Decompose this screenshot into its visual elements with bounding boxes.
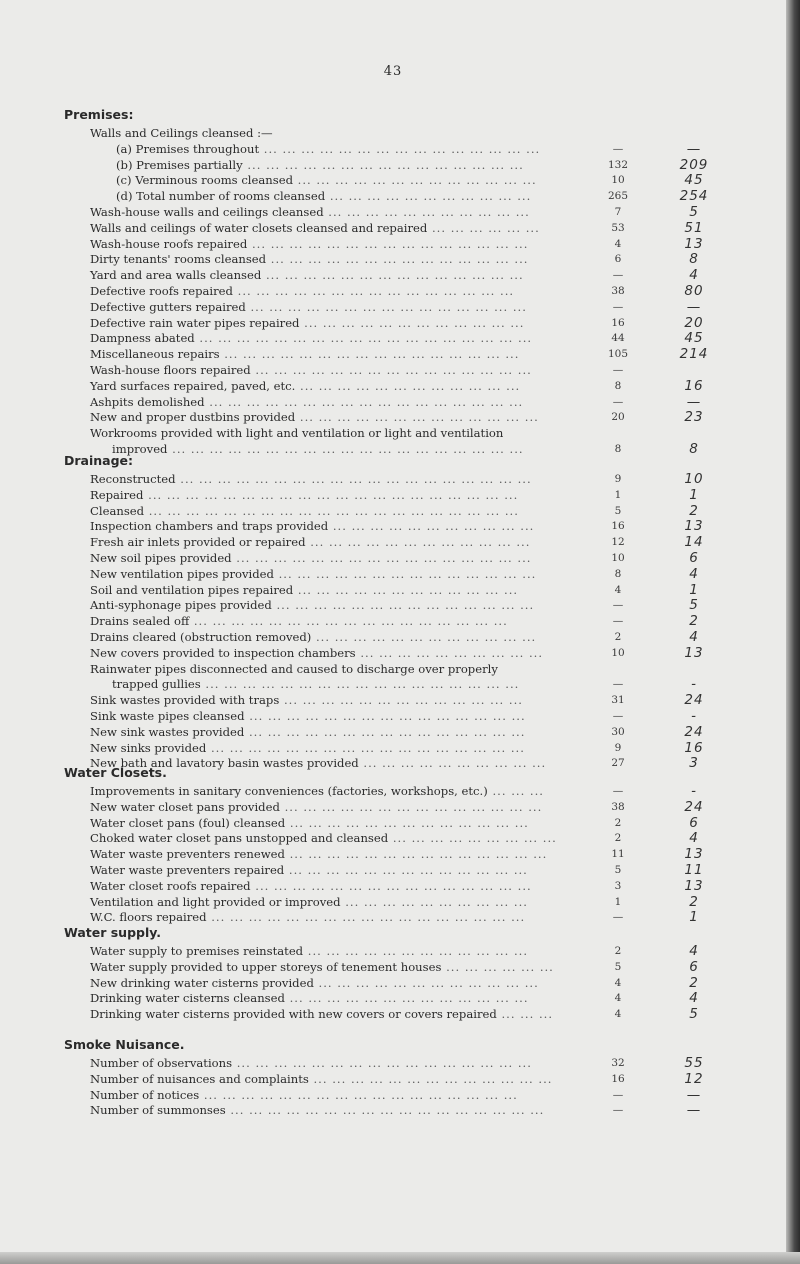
table-row: [64, 426, 664, 442]
row-label: Yard surfaces repaired, paved, etc. ... ... ... ... ... ... ... ... ... ... ... ...: [90, 378, 521, 393]
value-current-year: 2: [689, 893, 699, 910]
row-label: New and proper dustbins provided ... ... ... ... ... ... ... ... ... ... ... ... ...: [90, 410, 539, 425]
table-row: [64, 409, 704, 426]
value-previous-year: 20: [611, 411, 625, 424]
dot-leader: ... ... ... ... ... ... ... ... ... ... ... ... ... ... ... ... ... ... ... ...: [144, 503, 519, 518]
value-previous-year: 10: [611, 646, 625, 659]
value-previous-year: —: [612, 300, 624, 313]
value-current-year: 13: [684, 846, 704, 863]
row-label: New drinking water cisterns provided ... ... ... ... ... ... ... ... ... ... ... ...: [90, 975, 539, 990]
value-previous-year: 4: [614, 583, 622, 596]
value-previous-year: 4: [614, 976, 622, 989]
dot-leader: ... ... ... ... ... ... ... ... ... ... ... ... ... ... ...: [244, 708, 526, 723]
page-number: 43: [383, 64, 403, 79]
dot-leader: ... ... ... ... ... ... ... ... ... ... ...: [323, 204, 530, 219]
row-label: Inspection chambers and traps provided ... ... ... ... ... ... ... ... ... ... ...: [90, 519, 535, 534]
value-current-year: 209: [679, 156, 709, 173]
value-current-year: —: [686, 140, 702, 157]
value-current-year: 13: [684, 235, 704, 252]
section-smoke-nuisance: [64, 1036, 704, 1119]
row-label: Number of observations ... ... ... ... ... ... ... ... ... ... ... ... ... ... ... ...: [90, 1056, 532, 1070]
value-previous-year: 16: [611, 316, 625, 329]
dot-leader: ... ... ... ... ... ... ... ... ... ... ... ... ... ... ... ... ...: [206, 910, 526, 925]
dot-leader: ... ... ... ... ... ... ... ... ... ... ... ... ...: [285, 815, 529, 830]
row-label: (d) Total number of rooms cleansed ... ... ... ... ... ... ... ... ... ... ...: [116, 189, 532, 204]
table-row: [64, 943, 699, 960]
dot-leader: ... ... ... ... ... ... ... ... ... ... ... ... ...: [295, 410, 539, 425]
value-previous-year: —: [612, 1088, 624, 1101]
row-label: Drains sealed off ... ... ... ... ... ... ... ... ... ... ... ... ... ... ... ... ...: [90, 614, 508, 629]
dot-leader: ... ... ... ... ... ... ... ... ... ... ... ... ... ...: [284, 847, 548, 862]
dot-leader: ... ... ... ... ... ...: [441, 959, 554, 974]
dot-leader: ... ... ...: [487, 784, 544, 798]
row-label: Anti-syphonage pipes provided ... ... ... ... ... ... ... ... ... ... ... ... ... ...: [90, 598, 535, 613]
row-label: Wash-house walls and ceilings cleansed ... ... ... ... ... ... ... ... ... ... ...: [90, 204, 530, 219]
dot-leader: ... ... ... ... ... ... ... ... ... ... ... ... ... ... ... ... ...: [189, 614, 508, 629]
row-label: Water supply provided to upper storeys of tenement houses ... ... ... ... ... ...: [90, 959, 554, 974]
value-previous-year: 38: [611, 800, 625, 813]
value-previous-year: 3: [614, 879, 622, 892]
value-current-year: 20: [684, 314, 704, 331]
row-label: New ventilation pipes provided ... ... ... ... ... ... ... ... ... ... ... ... ... ...: [90, 566, 537, 581]
value-previous-year: 1: [614, 895, 622, 908]
row-label: Water closet pans (foul) cleansed ... ... ... ... ... ... ... ... ... ... ... ... ...: [90, 815, 529, 830]
value-previous-year: 2: [614, 630, 622, 643]
dot-leader: ... ... ... ... ... ... ... ... ... ... ... ... ...: [284, 862, 528, 877]
value-current-year: 11: [684, 861, 704, 878]
row-label: Defective roofs repaired ... ... ... ... ... ... ... ... ... ... ... ... ... ... ...: [90, 283, 515, 298]
value-previous-year: 1: [614, 488, 622, 501]
value-previous-year: 9: [614, 741, 622, 754]
value-current-year: 16: [684, 739, 704, 756]
table-row: [64, 1086, 702, 1104]
dot-leader: ... ... ... ... ... ...: [427, 220, 540, 235]
value-current-year: 23: [684, 409, 704, 426]
table-row: [64, 861, 704, 879]
dot-leader: ... ... ... ... ... ... ... ... ... ... ... ... ... ... ... ... ... ...: [194, 331, 533, 346]
dot-leader: ... ... ... ... ... ... ... ... ... ... ... ... ... ... ...: [247, 236, 529, 251]
value-previous-year: 5: [614, 960, 622, 973]
value-current-year: 45: [684, 330, 704, 347]
value-previous-year: —: [612, 709, 624, 722]
dot-leader: ... ... ... ... ... ... ... ... ... ... ... ... ... ... ...: [250, 362, 532, 377]
table-row: [64, 597, 699, 614]
row-label: New covers provided to inspection chambers ... ... ... ... ... ... ... ... ... ...: [90, 645, 544, 660]
table-row: [64, 172, 704, 189]
value-current-year: 13: [684, 518, 704, 535]
row-label: Walls and Ceilings cleansed :—: [90, 126, 273, 140]
value-previous-year: 9: [614, 473, 622, 485]
value-current-year: 5: [689, 1006, 699, 1023]
dot-leader: ... ... ... ... ... ... ... ... ... ... ... ... ... ...: [266, 252, 529, 267]
row-label: Rainwater pipes disconnected and caused to discharge over properly: [90, 661, 498, 676]
row-label: New sinks provided ... ... ... ... ... ... ... ... ... ... ... ... ... ... ... ... ...: [90, 740, 525, 755]
dot-leader: ... ... ... ... ... ... ... ... ... ... ... ... ... ... ... ... ... ... ... ...: [143, 487, 519, 502]
value-current-year: 5: [689, 203, 699, 220]
value-current-year: 4: [689, 990, 699, 1007]
table-row: [64, 267, 699, 284]
value-current-year: 24: [684, 798, 704, 815]
row-label: Dampness abated ... ... ... ... ... ... ... ... ... ... ... ... ... ... ... ... ... ...: [90, 331, 533, 346]
table-row: [64, 613, 699, 630]
table-row: [64, 662, 664, 678]
value-current-year: 55: [684, 1055, 704, 1071]
dot-leader: ... ... ... ... ... ... ... ... ... ... ... ... ...: [293, 173, 537, 188]
dot-leader: ... ... ... ... ... ... ... ... ... ... ... ... ...: [279, 693, 523, 708]
row-label: Workrooms provided with light and ventilation or light and ventilation: [90, 426, 504, 441]
table-row: [64, 877, 704, 895]
row-label: Sink waste pipes cleansed ... ... ... ... ... ... ... ... ... ... ... ... ... ... ...: [90, 708, 526, 723]
table-row: [64, 502, 699, 520]
dot-leader: ... ... ... ... ... ... ... ... ... ... ... ... ...: [284, 991, 529, 1006]
value-previous-year: 4: [614, 1008, 622, 1021]
value-current-year: -: [691, 676, 697, 693]
row-label: Dirty tenants' rooms cleansed ... ... ... ... ... ... ... ... ... ... ... ... ... ...: [90, 252, 529, 267]
table-row: [64, 1070, 704, 1088]
table-row: [64, 140, 702, 158]
dot-leader: ... ... ... ... ... ... ... ... ... ... ... ...: [303, 944, 529, 958]
section-title-water-supply: Water supply.: [64, 925, 162, 940]
value-previous-year: 4: [614, 992, 622, 1005]
dot-leader: ... ... ...: [496, 1007, 554, 1022]
value-current-year: 2: [689, 974, 699, 991]
value-current-year: 4: [689, 267, 699, 284]
value-current-year: 10: [684, 471, 704, 487]
table-row: [64, 783, 697, 800]
dot-leader: ... ... ... ... ... ... ... ... ... ... ... ... ... ... ...: [232, 283, 515, 298]
value-previous-year: 132: [607, 158, 629, 171]
row-label: Improvements in sanitary conveniences (factories, workshops, etc.) ... ... ...: [90, 784, 544, 798]
row-label: Ventilation and light provided or improved ... ... ... ... ... ... ... ... ... ...: [90, 894, 528, 909]
value-previous-year: 8: [614, 442, 622, 455]
dot-leader: ... ... ... ... ... ... ... ... ... ... ... ... ... ...: [279, 799, 543, 814]
value-current-year: 80: [684, 282, 704, 299]
row-label: Drinking water cisterns cleansed ... ... ... ... ... ... ... ... ... ... ... ... ...: [90, 991, 529, 1006]
value-current-year: 12: [684, 1070, 704, 1087]
value-current-year: 3: [689, 755, 699, 772]
row-label: Miscellaneous repairs ... ... ... ... ... ... ... ... ... ... ... ... ... ... ... ...: [90, 347, 520, 362]
dot-leader: ... ... ... ... ... ... ... ... ... ... ... ... ... ... ... ... ...: [204, 394, 524, 409]
dot-leader: ... ... ... ... ... ... ... ... ... ... ... ... ... ... ... ... ... ... ...: [175, 472, 532, 486]
value-current-year: -: [691, 707, 697, 724]
value-current-year: -: [691, 783, 697, 799]
row-label: Number of notices ... ... ... ... ... ... ... ... ... ... ... ... ... ... ... ... ...: [90, 1087, 518, 1102]
value-current-year: 1: [689, 581, 699, 598]
row-label: W.C. floors repaired ... ... ... ... ... ... ... ... ... ... ... ... ... ... ... ... ...: [90, 910, 526, 925]
value-current-year: 13: [684, 877, 704, 894]
table-row: [64, 486, 699, 504]
row-label: Number of nuisances and complaints ... ... ... ... ... ... ... ... ... ... ... ... ...: [90, 1071, 553, 1086]
value-current-year: 1: [689, 486, 699, 503]
section-title-water-closets: Water Closets.: [64, 765, 167, 780]
section-title-smoke-nuisance: Smoke Nuisance.: [64, 1037, 185, 1052]
row-label: Soil and ventilation pipes repaired ... ... ... ... ... ... ... ... ... ... ... ...: [90, 582, 519, 597]
value-previous-year: 2: [614, 945, 622, 957]
table-row: [64, 739, 704, 757]
page-edge-bottom: [0, 1252, 800, 1264]
table-row: [64, 644, 704, 662]
dot-leader: ... ... ... ... ... ... ... ... ... ... ... ... ... ... ...: [245, 299, 527, 314]
dot-leader: ... ... ... ... ... ... ... ... ... ... ...: [328, 519, 535, 534]
table-row: [64, 188, 709, 205]
value-previous-year: —: [612, 599, 624, 612]
value-current-year: 4: [689, 628, 699, 645]
dot-leader: ... ... ... ... ... ... ... ... ... ... ... ... ...: [308, 1071, 553, 1086]
value-current-year: 2: [689, 502, 699, 519]
table-row: [64, 298, 702, 316]
value-previous-year: 38: [611, 284, 625, 297]
value-current-year: 1: [689, 909, 699, 926]
value-current-year: 4: [689, 830, 699, 847]
value-current-year: 45: [684, 172, 704, 189]
dot-leader: ... ... ... ... ... ... ... ... ... ... ... ... ... ... ... ...: [219, 347, 520, 362]
row-label: Drains cleared (obstruction removed) ... ... ... ... ... ... ... ... ... ... ... ...: [90, 629, 537, 644]
table-row: [64, 346, 709, 363]
section-title-premises: Premises:: [64, 107, 134, 122]
row-label: Reconstructed ... ... ... ... ... ... ... ... ... ... ... ... ... ... ... ... ... ... ...: [90, 472, 532, 486]
table-row: [64, 518, 704, 535]
table-row: [64, 830, 699, 847]
value-current-year: 6: [689, 814, 699, 831]
value-previous-year: 10: [611, 174, 625, 187]
dot-leader: ... ... ... ... ... ... ... ... ... ... ... ... ... ... ... ...: [232, 1056, 532, 1070]
row-label: New water closet pans provided ... ... ... ... ... ... ... ... ... ... ... ... ... ...: [90, 799, 543, 814]
value-current-year: 14: [684, 534, 704, 551]
value-previous-year: 32: [611, 1057, 625, 1069]
value-previous-year: 11: [611, 848, 625, 861]
row-label: Water waste preventers renewed ... ... ... ... ... ... ... ... ... ... ... ... ... ...: [90, 847, 548, 862]
value-previous-year: —: [612, 142, 624, 155]
dot-leader: ... ... ... ... ... ... ... ... ... ... ... ...: [299, 315, 525, 330]
table-row: [64, 723, 704, 741]
table-row: [64, 628, 699, 646]
value-current-year: —: [686, 393, 702, 410]
table-row: [64, 471, 704, 488]
value-current-year: 24: [684, 723, 704, 740]
row-label: Yard and area walls cleansed ... ... ... ... ... ... ... ... ... ... ... ... ... ...: [90, 268, 524, 283]
row-label: Ashpits demolished ... ... ... ... ... ... ... ... ... ... ... ... ... ... ... ... ...: [90, 394, 524, 409]
row-label: New sink wastes provided ... ... ... ... ... ... ... ... ... ... ... ... ... ... ...: [90, 724, 526, 739]
dot-leader: ... ... ... ... ... ... ... ... ... ...: [355, 645, 544, 660]
dot-leader: ... ... ... ... ... ... ... ... ... ... ... ... ... ... ...: [242, 157, 524, 172]
value-previous-year: 44: [611, 332, 625, 345]
value-previous-year: 6: [614, 253, 622, 266]
dot-leader: ... ... ... ... ... ... ... ... ...: [388, 831, 557, 846]
row-label: (b) Premises partially ... ... ... ... ... ... ... ... ... ... ... ... ... ... ...: [116, 157, 524, 172]
dot-leader: ... ... ... ... ... ... ... ... ... ... ... ... ... ... ... ... ... ... ...: [167, 441, 524, 456]
table-row: [64, 581, 699, 599]
section-title-drainage: Drainage:: [64, 453, 134, 468]
row-label: Fresh air inlets provided or repaired ... ... ... ... ... ... ... ... ... ... ... ...: [90, 535, 531, 550]
dot-leader: ... ... ... ... ... ... ... ... ... ... ... ...: [295, 378, 521, 393]
table-row: [64, 203, 699, 221]
value-current-year: —: [686, 298, 702, 315]
page-edge-shadow: [786, 0, 800, 1264]
value-current-year: 4: [689, 943, 699, 959]
section-drainage: [64, 452, 704, 772]
value-previous-year: 27: [611, 757, 625, 770]
value-current-year: 8: [689, 440, 699, 457]
row-label: Repaired ... ... ... ... ... ... ... ... ... ... ... ... ... ... ... ... ... ... ... ...: [90, 487, 519, 502]
value-previous-year: 16: [611, 520, 625, 533]
table-row: [64, 565, 699, 583]
value-previous-year: —: [612, 363, 624, 376]
table-row: [64, 974, 699, 992]
value-current-year: 254: [679, 188, 709, 205]
value-previous-year: 265: [607, 190, 629, 203]
value-previous-year: 5: [614, 863, 622, 876]
value-current-year: 13: [684, 644, 704, 661]
dot-leader: ... ... ... ... ... ... ... ... ... ... ... ... ... ... ... ... ...: [206, 740, 525, 755]
value-previous-year: 2: [614, 816, 622, 829]
value-current-year: 16: [684, 377, 704, 394]
dot-leader: ... ... ... ... ... ... ... ... ... ... ... ...: [293, 582, 519, 597]
row-label: improved ... ... ... ... ... ... ... ... ... ... ... ... ... ... ... ... ... ... ...: [112, 441, 524, 456]
table-row: [64, 219, 704, 237]
value-previous-year: —: [612, 615, 624, 628]
value-previous-year: 12: [611, 536, 625, 549]
row-label: New soil pipes provided ... ... ... ... ... ... ... ... ... ... ... ... ... ... ... ...: [90, 550, 532, 565]
value-previous-year: 7: [614, 205, 622, 218]
row-label: Walls and ceilings of water closets cleansed and repaired ... ... ... ... ... ...: [90, 220, 540, 235]
table-row: [64, 156, 709, 174]
value-previous-year: 53: [611, 221, 625, 234]
row-label: Choked water closet pans unstopped and cleansed ... ... ... ... ... ... ... ... ...: [90, 831, 557, 846]
row-label: Wash-house roofs repaired ... ... ... ... ... ... ... ... ... ... ... ... ... ... ...: [90, 236, 529, 251]
table-row: [64, 676, 697, 693]
row-label: Sink wastes provided with traps ... ... ... ... ... ... ... ... ... ... ... ... ...: [90, 693, 523, 708]
value-current-year: 5: [689, 597, 699, 614]
value-current-year: 4: [689, 565, 699, 582]
table-row: [64, 707, 697, 725]
dot-leader: ... ... ... ... ... ... ... ... ... ... ... ... ... ... ... ... ...: [199, 1087, 518, 1102]
row-label: New bath and lavatory basin wastes provided ... ... ... ... ... ... ... ... ... ...: [90, 756, 547, 771]
dot-leader: ... ... ... ... ... ... ... ... ... ... ... ... ... ...: [271, 598, 535, 613]
value-previous-year: 31: [611, 694, 625, 707]
dot-leader: ... ... ... ... ... ... ... ... ... ... ... ...: [305, 535, 531, 550]
table-row: [64, 990, 699, 1007]
value-previous-year: —: [612, 269, 624, 282]
dot-leader: ... ... ... ... ... ... ... ... ... ... ... ...: [311, 629, 537, 644]
dot-leader: ... ... ... ... ... ... ... ... ... ... ... ... ... ... ...: [244, 724, 526, 739]
table-row: [64, 534, 704, 551]
value-previous-year: 5: [614, 504, 622, 517]
dot-leader: ... ... ... ... ... ... ... ... ... ... ... ...: [313, 975, 539, 990]
table-row: [64, 814, 699, 832]
dot-leader: ... ... ... ... ... ... ... ... ... ... ... ... ... ...: [261, 268, 524, 283]
row-label: Cleansed ... ... ... ... ... ... ... ... ... ... ... ... ... ... ... ... ... ... ... ...: [90, 503, 519, 518]
value-previous-year: 16: [611, 1072, 625, 1085]
row-label: Drinking water cisterns provided with new covers or covers repaired ... ... ...: [90, 1007, 554, 1022]
dot-leader: ... ... ... ... ... ... ... ... ... ...: [358, 756, 547, 771]
table-row: [64, 377, 704, 395]
table-row: [64, 692, 704, 709]
row-label: (a) Premises throughout ... ... ... ... ... ... ... ... ... ... ... ... ... ... ...: [116, 141, 541, 156]
dot-leader: ... ... ... ... ... ... ... ... ... ... ... ... ... ... ...: [250, 878, 532, 893]
row-label: (c) Verminous rooms cleansed ... ... ... ... ... ... ... ... ... ... ... ... ...: [116, 173, 537, 188]
value-previous-year: 4: [614, 237, 622, 250]
value-previous-year: 105: [607, 348, 629, 361]
value-previous-year: —: [612, 911, 624, 924]
row-label: Number of summonses ... ... ... ... ... ... ... ... ... ... ... ... ... ... ... ... ...: [90, 1103, 545, 1118]
value-previous-year: —: [612, 395, 624, 408]
table-row: [64, 330, 704, 347]
table-row: [64, 846, 704, 863]
table-row: [64, 1006, 699, 1023]
value-previous-year: —: [612, 785, 624, 797]
value-current-year: —: [686, 1086, 702, 1103]
row-label: Water closet roofs repaired ... ... ... ... ... ... ... ... ... ... ... ... ... ... ...: [90, 878, 532, 893]
value-current-year: 51: [684, 219, 704, 236]
value-previous-year: 8: [614, 567, 622, 580]
section-water-supply: [64, 924, 699, 1023]
dot-leader: ... ... ... ... ... ... ... ... ... ... ... ... ... ... ... ... ...: [225, 1103, 545, 1118]
value-previous-year: 8: [614, 379, 622, 392]
table-row: [64, 1055, 704, 1072]
dot-leader: ... ... ... ... ... ... ... ... ... ... ... ... ... ...: [273, 566, 537, 581]
table-row: [64, 251, 699, 268]
table-row: [64, 314, 704, 332]
value-previous-year: 2: [614, 832, 622, 845]
value-previous-year: 30: [611, 725, 625, 738]
section-premises: [64, 106, 709, 458]
table-row: [64, 235, 704, 253]
dot-leader: ... ... ... ... ... ... ... ... ... ... ... ... ... ... ... ... ...: [200, 677, 520, 692]
row-label: Wash-house floors repaired ... ... ... ... ... ... ... ... ... ... ... ... ... ... ...: [90, 362, 532, 377]
value-current-year: 6: [689, 549, 699, 566]
table-row: [64, 393, 702, 411]
table-row: [64, 363, 664, 379]
row-label: Water waste preventers repaired ... ... ... ... ... ... ... ... ... ... ... ... ...: [90, 862, 528, 877]
value-current-year: 24: [684, 692, 704, 709]
row-label: Defective rain water pipes repaired ... ... ... ... ... ... ... ... ... ... ... ...: [90, 315, 525, 330]
table-row: [64, 798, 704, 816]
value-previous-year: 10: [611, 551, 625, 564]
dot-leader: ... ... ... ... ... ... ... ... ... ... ...: [325, 189, 532, 204]
table-row: [64, 282, 704, 300]
table-row: [64, 893, 699, 911]
table-row: [64, 958, 699, 976]
table-row: [64, 549, 699, 567]
value-previous-year: —: [612, 1104, 624, 1117]
dot-leader: ... ... ... ... ... ... ... ... ... ... ... ... ... ... ...: [259, 141, 541, 156]
table-row: [64, 126, 664, 142]
row-label: trapped gullies ... ... ... ... ... ... ... ... ... ... ... ... ... ... ... ... ...: [112, 677, 520, 692]
value-current-year: 2: [689, 613, 699, 630]
row-label: Water supply to premises reinstated ... ... ... ... ... ... ... ... ... ... ... ...: [90, 944, 529, 958]
value-current-year: 8: [689, 251, 699, 268]
dot-leader: ... ... ... ... ... ... ... ... ... ...: [340, 894, 528, 909]
value-current-year: 214: [679, 346, 709, 363]
section-water-closets: [64, 764, 704, 926]
value-current-year: —: [686, 1102, 702, 1119]
value-current-year: 6: [689, 958, 699, 975]
dot-leader: ... ... ... ... ... ... ... ... ... ... ... ... ... ... ... ...: [231, 550, 532, 565]
row-label: Defective gutters repaired ... ... ... ... ... ... ... ... ... ... ... ... ... ... ...: [90, 299, 527, 314]
table-row: [64, 1102, 702, 1119]
value-previous-year: —: [612, 678, 624, 691]
